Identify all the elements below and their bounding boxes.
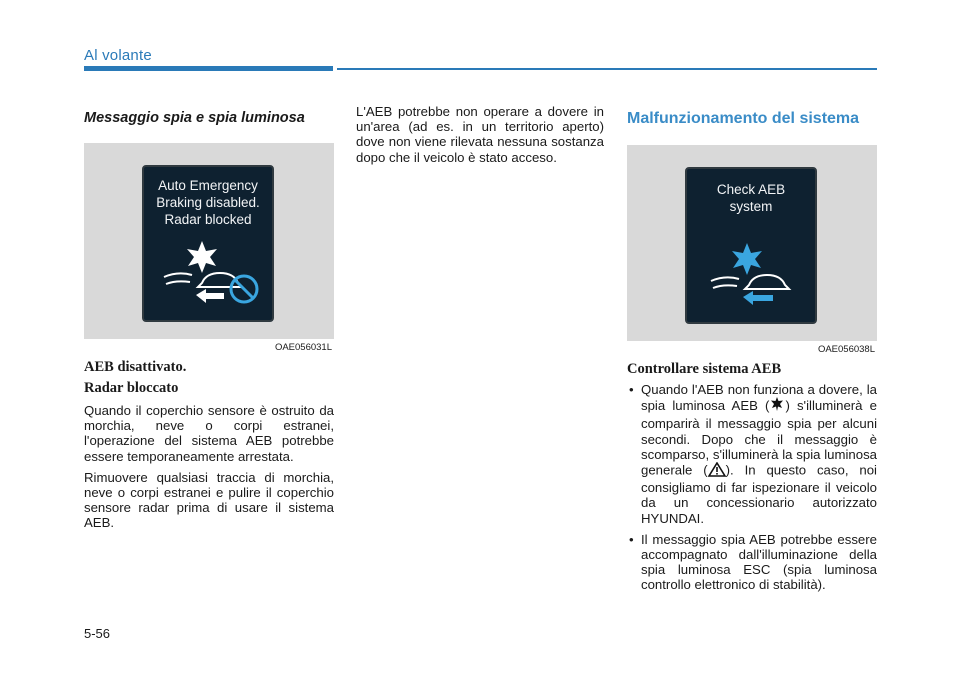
bullet1-text-1: Quando l'AEB non funziona a dovere, la spia luminosa AEB (: [641, 382, 877, 414]
header-rule-thin: [337, 68, 877, 70]
bullet1-text-3: ). In questo caso, noi consigliamo di far ispezionare il veicolo da un concessionario autorizzato HYUNDAI.: [641, 462, 877, 526]
heading-check-aeb: Controllare sistema AEB: [627, 361, 782, 377]
general-warning-icon: [708, 462, 726, 480]
bullet2-text: Il messaggio spia AEB potrebbe essere accompagnato dall'illuminazione della spia luminosa ESC (spia luminosa controllo elettronico di stabilità).: [641, 531, 877, 593]
section-title-malfunction: Malfunzionamento del sistema: [627, 110, 860, 127]
bullet-list: [627, 382, 877, 593]
figure-check-aeb: [627, 145, 877, 355]
screen-line-2: Braking disabled.: [156, 195, 260, 210]
cluster-screen-radar-blocked: [142, 165, 274, 322]
bullet1-text-2: ) s'illuminerà e comparirà il messaggio spia per alcuni secondi. Dopo che il messaggio è scomparso, s'illuminerà la spia luminosa generale (: [641, 398, 877, 478]
figure-caption-left: OAE056031L: [274, 342, 332, 353]
screen-line-1: Auto Emergency: [158, 178, 258, 193]
collision-star-icon: [187, 241, 217, 273]
aeb-check-graphic: [687, 239, 815, 319]
arrow-left-icon: [196, 289, 224, 303]
figure-radar-blocked: [84, 143, 334, 353]
prohibition-icon: [231, 276, 257, 302]
right-column: [627, 110, 877, 593]
heading-radar-blocked: Radar bloccato: [84, 380, 179, 396]
page-number: 5-56: [84, 626, 111, 641]
paragraph-aeb-open-area: L'AEB potrebbe non operare a dovere in un'area (ad es. in un territorio aperto) dove non viene rilevata nessuna sostanza dopo che il veicolo è stato acceso.: [356, 104, 604, 165]
aeb-warning-icon: [769, 397, 785, 416]
left-column: [84, 110, 334, 531]
car-outline-icon: [711, 275, 789, 289]
header-rule-thick: [84, 66, 333, 71]
paragraph-sensor-blocked: Quando il coperchio sensore è ostruito da morchia, neve o corpi estranei, l'operazione del sistema AEB potrebbe essere temporaneamente arrestata.: [84, 403, 334, 464]
paragraph-remove-debris: Rimuovere qualsiasi traccia di morchia, neve o corpi estranei e pulire il coperchio sensore radar prima di usare il sistema AEB.: [84, 469, 334, 531]
aeb-radar-blocked-graphic: [144, 237, 272, 317]
section-header-title: Al volante: [84, 47, 152, 64]
figure-caption-right: OAE056038L: [817, 344, 875, 355]
screen-line-3: Radar blocked: [164, 212, 252, 227]
heading-aeb-disabled: AEB disattivato.: [84, 359, 187, 375]
middle-column: [356, 104, 604, 165]
screen-line-system: system: [729, 199, 773, 214]
left-subtitle: Messaggio spia e spia luminosa: [84, 110, 305, 126]
list-item: [627, 532, 877, 593]
cluster-screen-check-aeb: [685, 167, 817, 324]
collision-star-icon: [732, 243, 762, 275]
screen-line-check: Check AEB: [716, 182, 786, 197]
list-item: [627, 382, 877, 526]
arrow-left-icon: [743, 291, 773, 305]
